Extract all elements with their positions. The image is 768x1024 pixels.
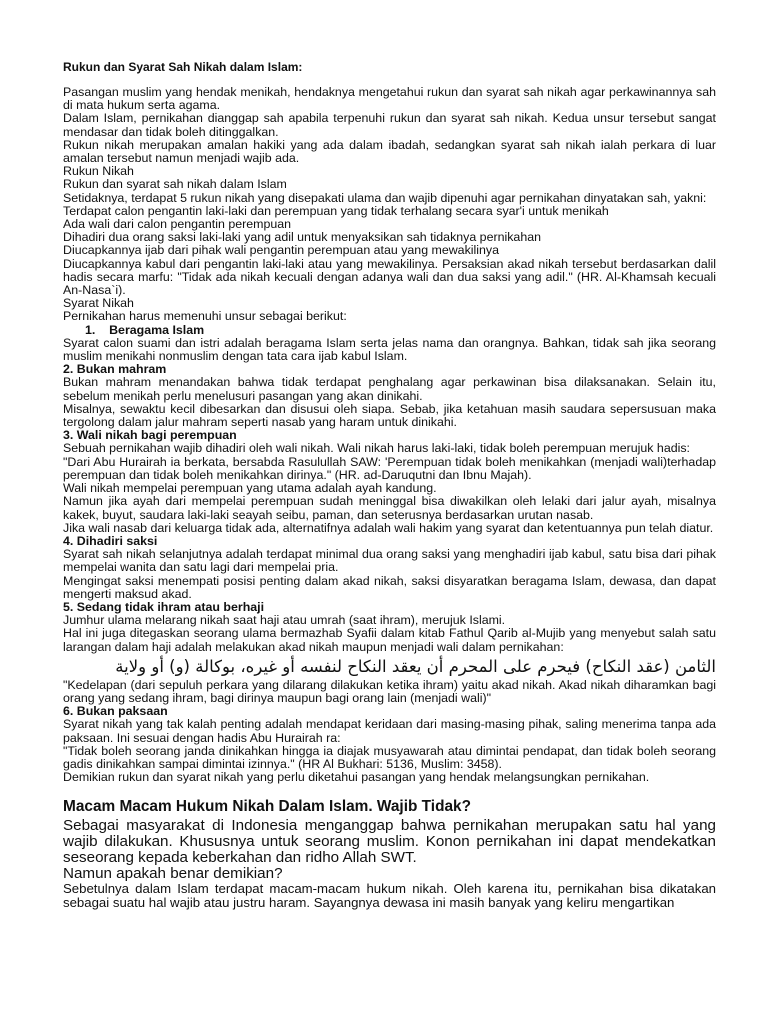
subheading-rukun-nikah: Rukun Nikah: [63, 164, 134, 179]
paragraph: Pasangan muslim yang hendak menikah, hendaknya mengetahui rukun dan syarat sah nikah agar perkawinannya sah di mata hukum serta agama.: [63, 85, 716, 113]
numbered-heading-2: 2. Bukan mahram: [63, 362, 167, 377]
numbered-heading-5: 5. Sedang tidak ihram atau berhaji: [63, 599, 265, 614]
paragraph: Hal ini juga ditegaskan seorang ulama bermazhab Syafii dalam kitab Fathul Qarib al-Mujib yang menyebut salah satu larangan dalam haji adalah melakukan akad nikah maupun menjadi wali dalam pernikahan:: [63, 626, 716, 654]
hadith-quote: "Dari Abu Hurairah ia berkata, bersabda Rasulullah SAW: 'Perempuan tidak boleh menikahkan (menjadi wali)terhadap perempuan dan tidak boleh menikahkan dirinya." (HR. ad-Daruqutni dan Ibnu Majah).: [63, 454, 716, 482]
paragraph: Pernikahan harus memenuhi unsur sebagai berikut:: [63, 309, 347, 324]
hadith-quote: "Tidak boleh seorang janda dinikahkan hingga ia diajak musyawarah atau dimintai pendapat, dan tidak boleh seorang gadis dinikahkan sampai dimintai izinnya." (HR Al Bukhari: 5136, Muslim: 3458).: [63, 743, 716, 771]
section-heading: Macam Macam Hukum Nikah Dalam Islam. Wajib Tidak?: [63, 798, 471, 816]
paragraph: Mengingat saksi menempati posisi penting dalam akad nikah, saksi disyaratkan beragama Islam, dewasa, dan dapat mengerti maksud akad.: [63, 573, 716, 601]
paragraph: Misalnya, sewaktu kecil dibesarkan dan disusui oleh siapa. Sebab, jika ketahuan masih saudara sepersusuan maka tergolong dalam jalur mahram seperti nasab yang haram untuk dinikahi.: [63, 401, 716, 430]
document-title: Rukun dan Syarat Sah Nikah dalam Islam:: [63, 60, 303, 74]
rukun-item: Dihadiri dua orang saksi laki-laki yang adil untuk menyaksikan sah tidaknya pernikahan: [63, 230, 541, 245]
paragraph: Sebetulnya dalam Islam terdapat macam-macam hukum nikah. Oleh karena itu, pernikahan bisa dikatakan sebagai suatu hal wajib atau justru haram. Sayangnya dewasa ini masih banyak yang keliru mengartikan: [63, 880, 716, 911]
numbered-heading-4: 4. Dihadiri saksi: [63, 533, 158, 548]
subheading-syarat-nikah: Syarat Nikah: [63, 296, 134, 311]
paragraph: Syarat nikah yang tak kalah penting adalah mendapat keridaan dari masing-masing pihak, saling menerima tanpa ada paksaan. Ini sesuai dengan hadis Abu Hurairah ra:: [63, 717, 716, 745]
paragraph: Syarat calon suami dan istri adalah beragama Islam serta jelas nama dan orangnya. Bahkan, tidak sah jika seorang muslim menikahi nonmuslim dengan tata cara ijab kabul Islam.: [63, 335, 716, 364]
paragraph: Demikian rukun dan syarat nikah yang perlu diketahui pasangan yang hendak melangsungkan pernikahan.: [63, 770, 650, 785]
paragraph: Jumhur ulama melarang nikah saat haji atau umrah (saat ihram), merujuk Islami.: [63, 613, 506, 628]
paragraph: Rukun nikah merupakan amalan hakiki yang ada dalam ibadah, sedangkan syarat sah nikah ialah perkara di luar amalan tersebut namun menjadi wajib ada.: [63, 137, 716, 166]
rukun-item: Diucapkannya kabul dari pengantin laki-laki atau yang mewakilinya. Persaksian akad nikah tersebut berdasarkan dalil hadis secara marfu: "Tidak ada nikah kecuali dengan adanya wali dan dua saksi yang adil." (HR. Al-Khamsah kecuali An-Nasa`i).: [63, 256, 716, 298]
paragraph: Setidaknya, terdapat 5 rukun nikah yang disepakati ulama dan wajib dipenuhi agar pernikahan dinyatakan sah, yakni:: [63, 190, 707, 205]
rukun-item: Diucapkannya ijab dari pihak wali pengantin perempuan atau yang mewakilinya: [63, 243, 500, 258]
paragraph: Rukun dan syarat sah nikah dalam Islam: [63, 177, 287, 192]
paragraph: Namun apakah benar demikian?: [63, 864, 283, 882]
arabic-quote: الثامن (عقد النكاح) فيحرم على المحرم أن يعقد النكاح لنفسه أو غيره، بوكالة (و) أو ولاية: [115, 656, 716, 676]
translation-quote: "Kedelapan (dari sepuluh perkara yang dilarang dilakukan ketika ihram) yaitu akad nikah. Akad nikah diharamkan bagi orang yang sedang ihram, bagi dirinya maupun bagi orang lain (menjadi wali)": [63, 677, 716, 705]
paragraph: Dalam Islam, pernikahan dianggap sah apabila terpenuhi rukun dan syarat sah nikah. Kedua unsur tersebut sangat mendasar dan tidak boleh ditinggalkan.: [63, 111, 716, 139]
numbered-heading-3: 3. Wali nikah bagi perempuan: [63, 428, 237, 443]
paragraph: Bukan mahram menandakan bahwa tidak terdapat penghalang agar perkawinan bisa dilaksanakan. Selain itu, sebelum menikah perlu menelusuri pasangan yang akan dinikahi.: [63, 375, 716, 403]
rukun-item: Terdapat calon pengantin laki-laki dan perempuan yang tidak terhalang secara syar'i untuk menikah: [63, 203, 609, 218]
paragraph: Namun jika ayah dari mempelai perempuan sudah meninggal bisa diwakilkan oleh lelaki dari jalur ayah, misalnya kakek, buyut, saudara laki-laki seayah seibu, paman, dan seterusnya berdasarkan urutan nasab.: [63, 494, 716, 522]
rukun-item: Ada wali dari calon pengantin perempuan: [63, 217, 292, 232]
paragraph: Sebuah pernikahan wajib dihadiri oleh wali nikah. Wali nikah harus laki-laki, tidak boleh perempuan merujuk hadis:: [63, 441, 690, 456]
paragraph: Wali nikah mempelai perempuan yang utama adalah ayah kandung.: [63, 481, 437, 496]
paragraph: Sebagai masyarakat di Indonesia menganggap bahwa pernikahan merupakan satu hal yang wajib dilakukan. Khususnya untuk seorang muslim. Konon pernikahan ini dapat mendekatkan seseorang kepada keberkahan dan ridho Allah SWT.: [63, 817, 716, 866]
paragraph: Syarat sah nikah selanjutnya adalah terdapat minimal dua orang saksi yang menghadiri ijab kabul, satu bisa dari pihak mempelai wanita dan satu lagi dari mempelai pria.: [63, 547, 716, 575]
paragraph: Jika wali nasab dari keluarga tidak ada, alternatifnya adalah wali hakim yang syarat dan ketentuannya pun telah diatur.: [63, 520, 714, 535]
numbered-heading-1: 1. Beragama Islam: [85, 322, 205, 337]
numbered-heading-6: 6. Bukan paksaan: [63, 704, 168, 719]
